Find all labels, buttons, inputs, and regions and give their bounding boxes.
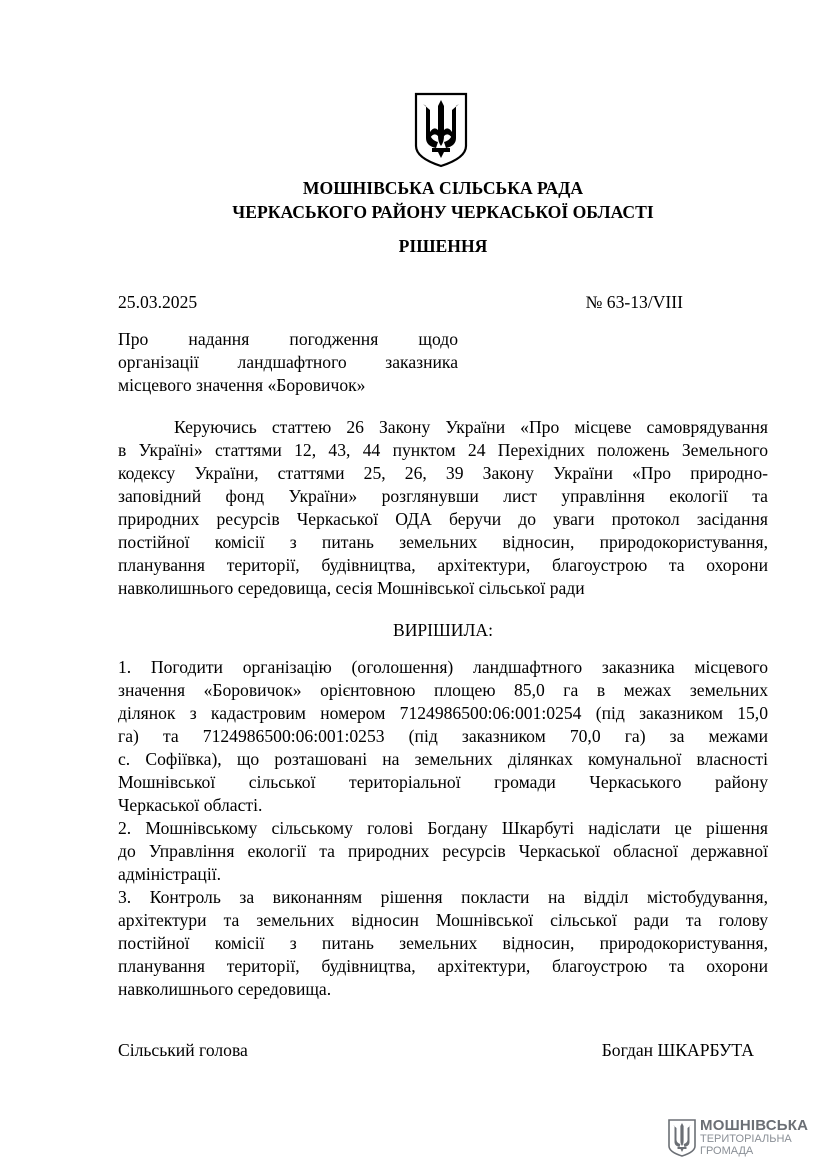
trident-logo-icon bbox=[668, 1119, 696, 1157]
decision-date: 25.03.2025 bbox=[118, 292, 198, 312]
item-line: 1. Погодити організацію (оголошення) ландшафтного заказника місцевого bbox=[118, 657, 768, 677]
subject-line: місцевого значення «Боровичок» bbox=[118, 375, 366, 395]
item-line: га) та 7124986500:06:001:0253 (під заказником 70,0 га) за межами bbox=[118, 726, 768, 746]
district-name: ЧЕРКАСЬКОГО РАЙОНУ ЧЕРКАСЬКОЇ ОБЛАСТІ bbox=[232, 202, 654, 222]
item-line: значення «Боровичок» орієнтовною площею 85,0 га в межах земельних bbox=[118, 680, 768, 700]
item-line: 2. Мошнівському сільському голові Богдану Шкарбуті надіслати це рішення bbox=[118, 818, 768, 838]
item-line: постійної комісії з питань земельних відносин, природокористування, bbox=[118, 933, 768, 953]
item-line: Мошнівської сільської територіальної громади Черкаського району bbox=[118, 772, 768, 792]
logo-line-2: ТЕРИТОРІАЛЬНА bbox=[700, 1133, 792, 1145]
trident-icon bbox=[414, 92, 468, 168]
item-line: навколишнього середовища. bbox=[118, 979, 332, 999]
preamble-line: заповідний фонд України» розглянувши лист управління екології та bbox=[118, 486, 768, 506]
community-logo bbox=[668, 1117, 818, 1159]
item-line: 3. Контроль за виконанням рішення покласти на відділ містобудування, bbox=[118, 887, 768, 907]
preamble bbox=[118, 416, 768, 600]
preamble-line: в Україні» статтями 12, 43, 44 пунктом 24 Перехідних положень Земельного bbox=[118, 440, 768, 460]
item-line: с. Софіївка), що розташовані на земельних ділянках комунальної власності bbox=[118, 749, 768, 769]
preamble-line: природних ресурсів Черкаської ОДА беручи до уваги протокол засідання bbox=[118, 509, 768, 529]
preamble-line: планування території, будівництва, архітектури, благоустрою та охорони bbox=[118, 555, 768, 575]
item-line: до Управління екології та природних ресурсів Черкаської обласної державної bbox=[118, 841, 768, 861]
council-name: МОШНІВСЬКА СІЛЬСЬКА РАДА bbox=[302, 178, 584, 198]
preamble-line: постійної комісії з питань земельних відносин, природокористування, bbox=[118, 532, 768, 552]
decision-items bbox=[118, 656, 768, 1001]
preamble-line: кодексу України, статтями 25, 26, 39 Закону України «Про природно- bbox=[118, 463, 768, 483]
document-type: РІШЕННЯ bbox=[398, 236, 488, 256]
preamble-line: Керуючись статтею 26 Закону України «Про місцеве самоврядування bbox=[174, 417, 768, 437]
decision-number: № 63-13/VIII bbox=[585, 292, 683, 312]
signature-name: Богдан ШКАРБУТА bbox=[601, 1040, 754, 1060]
resolved-heading: ВИРІШИЛА: bbox=[392, 620, 494, 640]
signature-position: Сільський голова bbox=[118, 1040, 248, 1060]
item-line: архітектури та земельних відносин Мошнівської сільської ради та голову bbox=[118, 910, 768, 930]
subject-line: організації ландшафтного заказника bbox=[118, 352, 458, 372]
item-line: ділянок з кадастровим номером 7124986500:06:001:0254 (під заказником 15,0 bbox=[118, 703, 768, 723]
preamble-line: навколишнього середовища, сесія Мошнівської сільської ради bbox=[118, 578, 585, 598]
logo-line-3: ГРОМАДА bbox=[700, 1145, 754, 1157]
subject-line: Про надання погодження щодо bbox=[118, 329, 458, 349]
item-line: планування території, будівництва, архітектури, благоустрою та охорони bbox=[118, 956, 768, 976]
item-line: адміністрації. bbox=[118, 864, 221, 884]
item-line: Черкаської області. bbox=[118, 795, 263, 815]
logo-line-1: МОШНІВСЬКА bbox=[700, 1117, 809, 1134]
decision-subject bbox=[118, 328, 458, 397]
